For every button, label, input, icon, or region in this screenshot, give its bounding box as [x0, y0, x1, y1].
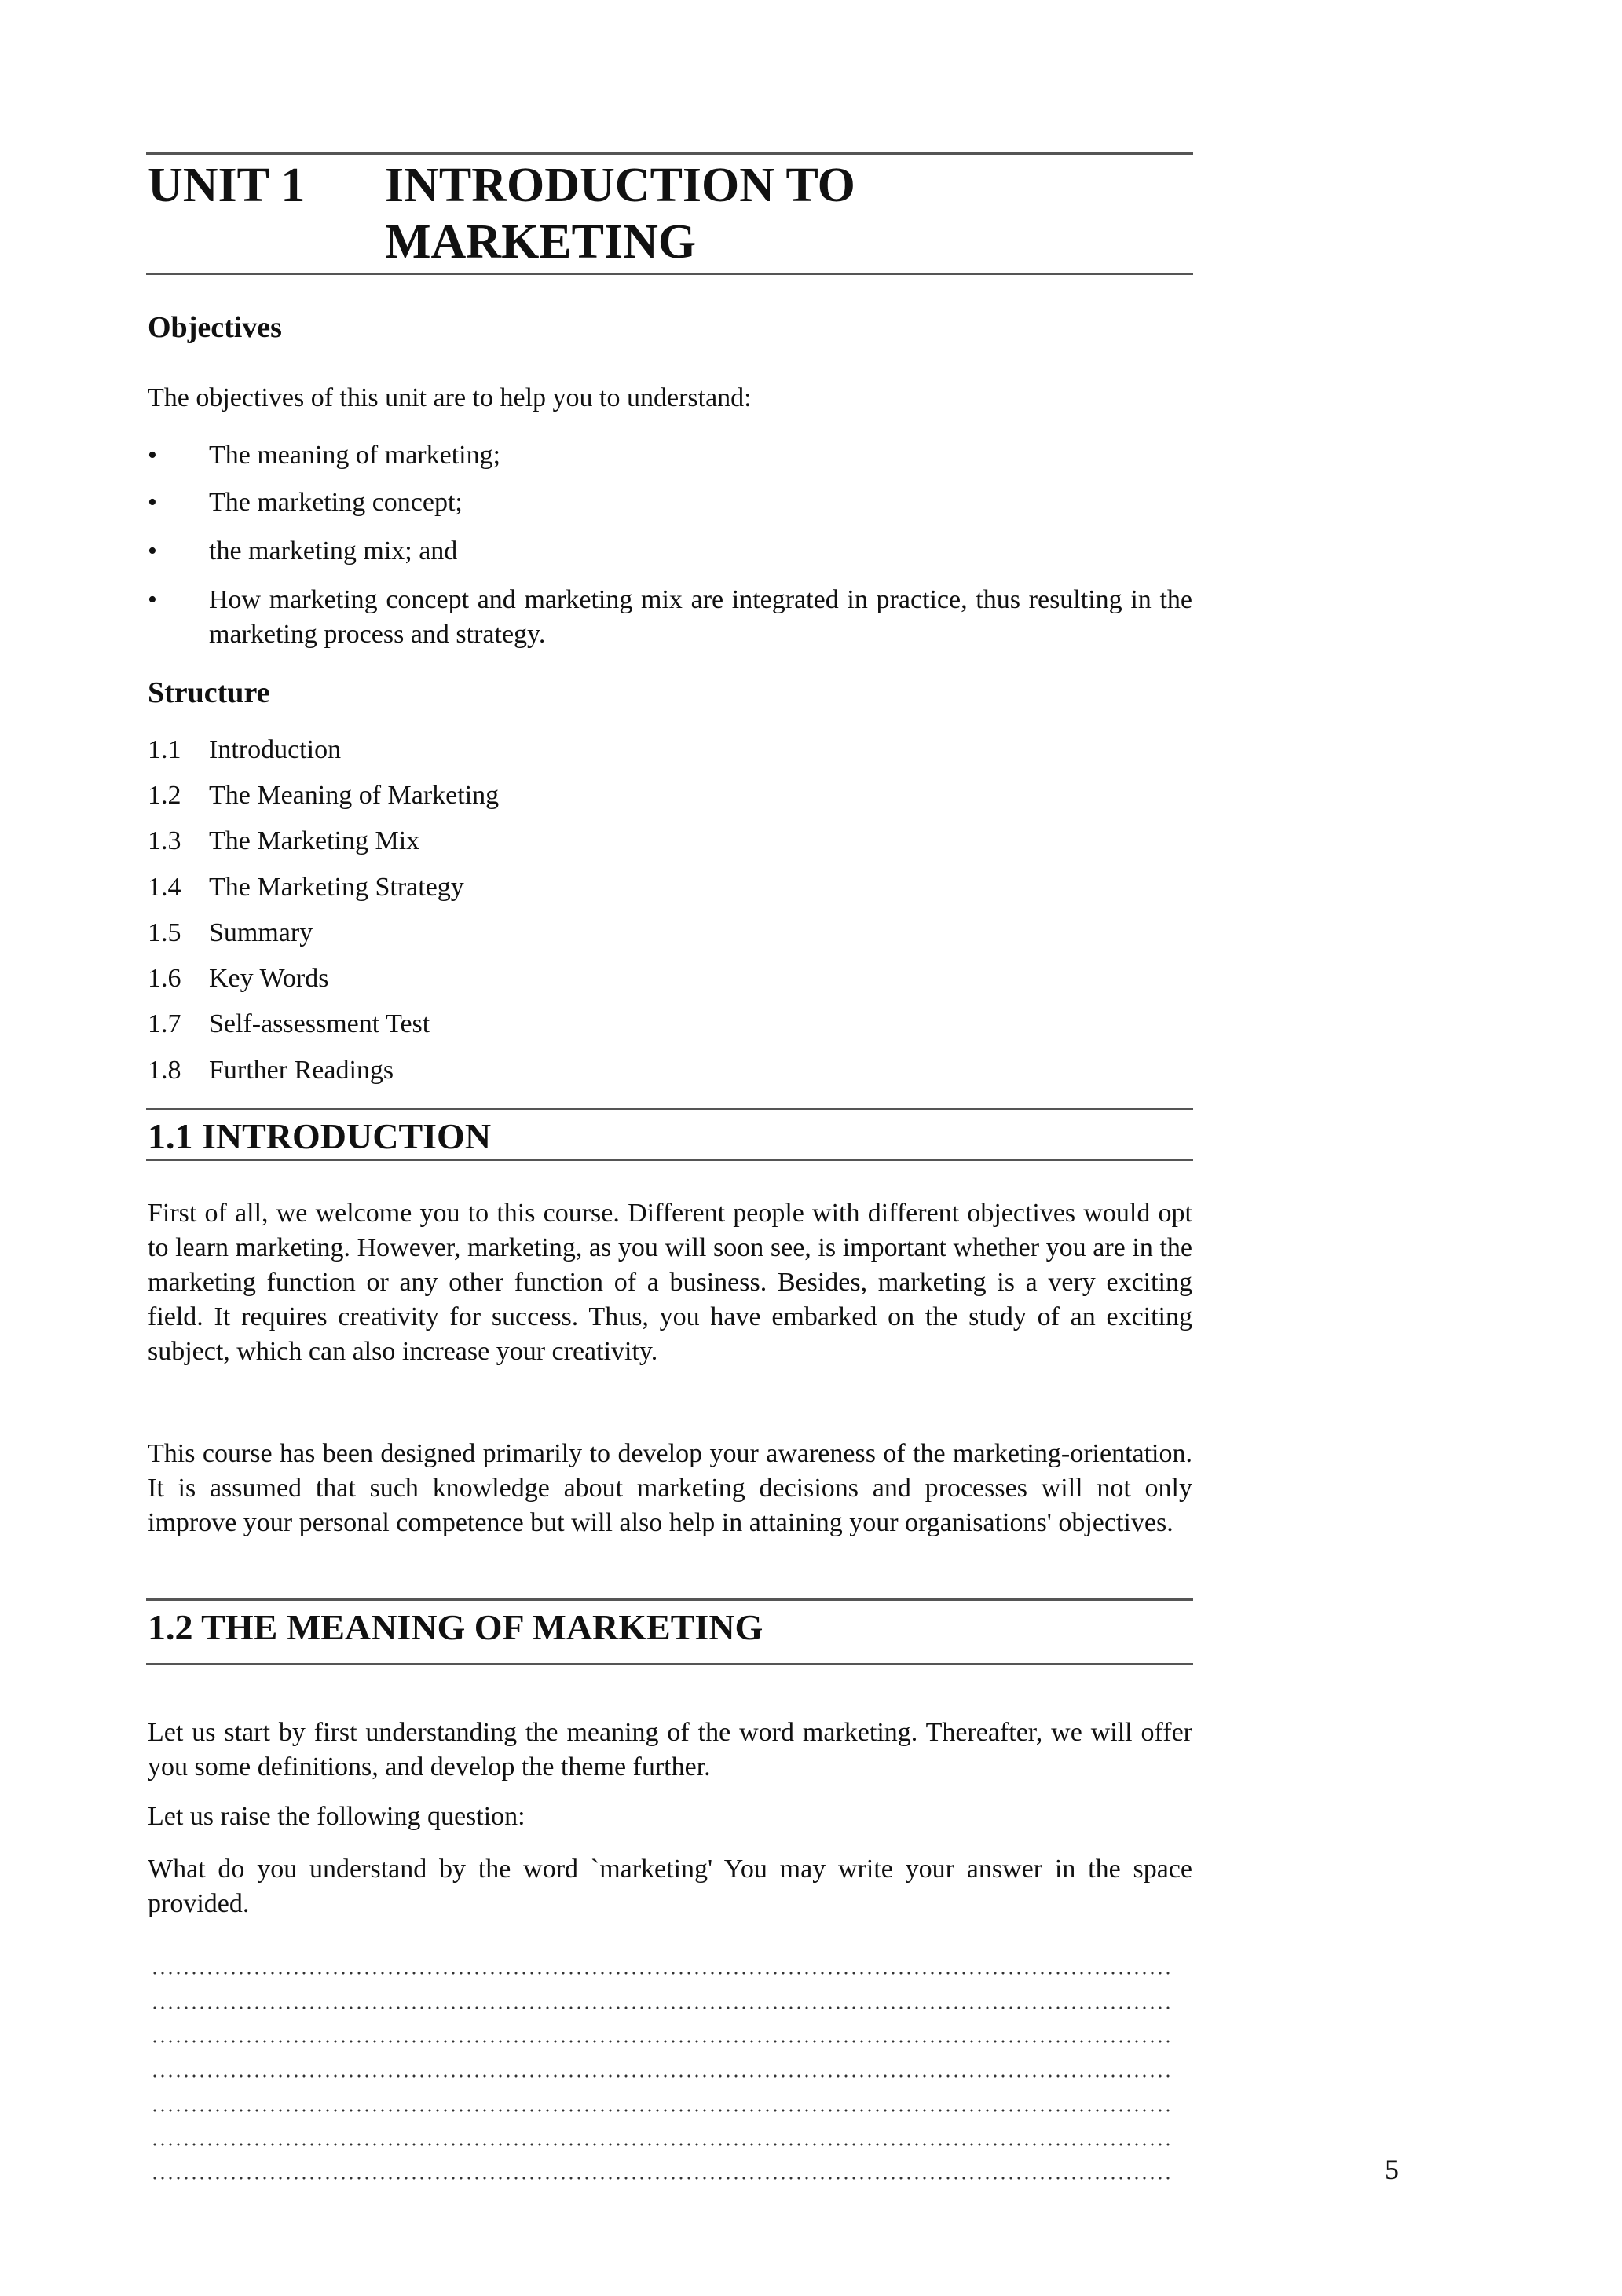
section-heading-introduction: 1.1 INTRODUCTION [148, 1116, 492, 1156]
meaning-question: What do you understand by the word `marketing' You may write your answer in the space provided. [148, 1855, 1192, 1918]
answer-line[interactable] [151, 2006, 1172, 2009]
intro-paragraph-2: This course has been designed primarily to develop your awareness of the marketing-orientation. It is assumed that such knowledge about marketing decisions and processes will not only improve your personal competence but will also help in attaining your organisations' objectives. [148, 1439, 1192, 1537]
bullet-icon: • [148, 585, 157, 614]
structure-item: 1.4 The Marketing Strategy [148, 873, 464, 902]
top-rule [146, 152, 1193, 155]
answer-line[interactable] [151, 2177, 1172, 2180]
section-heading-meaning-of-marketing: 1.2 THE MEANING OF MARKETING [148, 1607, 763, 1647]
meaning-paragraph-1: Let us start by first understanding the meaning of the word marketing. Thereafter, we will offer you some definitions, and develop the theme further. [148, 1718, 1192, 1782]
section-rule [146, 1663, 1193, 1665]
answer-line[interactable] [151, 2074, 1172, 2078]
answer-line[interactable] [151, 2040, 1172, 2043]
page-number: 5 [1385, 2154, 1399, 2185]
meaning-paragraph-2: Let us raise the following question: [148, 1802, 525, 1831]
answer-line[interactable] [151, 1972, 1172, 1975]
bullet-icon: • [148, 536, 157, 566]
structure-item: 1.1 Introduction [148, 735, 342, 764]
section-rule [146, 1108, 1193, 1110]
answer-line[interactable] [151, 2109, 1172, 2112]
structure-item: 1.5 Summary [148, 918, 313, 947]
structure-item: 1.8 Further Readings [148, 1056, 394, 1085]
unit-label: UNIT 1 [148, 159, 306, 212]
title-bottom-rule [146, 273, 1193, 275]
structure-item: 1.2 The Meaning of Marketing [148, 781, 500, 810]
section-rule [146, 1159, 1193, 1161]
structure-item: 1.6 Key Words [148, 964, 329, 993]
intro-paragraph-1: First of all, we welcome you to this course. Different people with different objectives would opt to learn marketing. However, marketing, as you will soon see, is important whether you are in the marketing function or any other function of a business. Besides, marketing is a very exciting field. It requires creativity for success. Thus, you have embarked on the study of an exciting subject, which can also increase your creativity. [148, 1199, 1192, 1366]
objectives-heading: Objectives [148, 311, 282, 344]
structure-item: 1.3 The Marketing Mix [148, 826, 420, 855]
unit-title-line-2: MARKETING [385, 215, 697, 269]
structure-item: 1.7 Self-assessment Test [148, 1009, 430, 1038]
answer-line[interactable] [151, 2143, 1172, 2146]
objective-item: • The marketing concept; [148, 485, 1192, 520]
objective-item: • How marketing concept and marketing mix are integrated in practice, thus resulting in the marketing process and strategy. [148, 583, 1192, 652]
unit-title-line-1: INTRODUCTION TO [385, 159, 855, 212]
bullet-icon: • [148, 488, 157, 517]
objectives-intro: The objectives of this unit are to help you to understand: [148, 383, 752, 412]
objective-item: • The meaning of marketing; [148, 438, 1192, 473]
section-rule [146, 1598, 1193, 1601]
objective-item: • the marketing mix; and [148, 534, 1192, 569]
bullet-icon: • [148, 441, 157, 470]
structure-heading: Structure [148, 676, 270, 709]
